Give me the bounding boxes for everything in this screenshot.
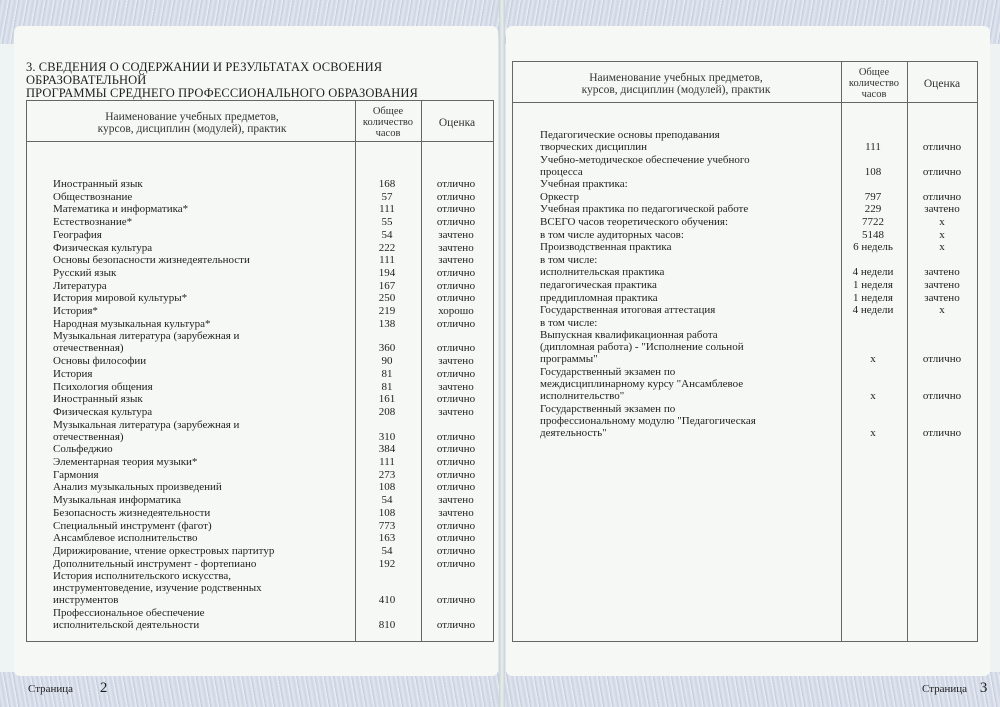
subject-name: Производственная практика — [540, 241, 672, 254]
grade-value: отлично — [436, 532, 476, 545]
subject-name: Психология общения — [53, 380, 153, 393]
hours-value: 4 недели — [852, 266, 894, 279]
table-row — [540, 403, 978, 439]
table-row — [540, 254, 978, 266]
table-row — [540, 366, 978, 402]
table-row — [53, 229, 492, 241]
grade-value: зачтено — [438, 228, 474, 241]
grade-value: отлично — [436, 544, 476, 557]
grade-value: отлично — [436, 190, 476, 203]
table-row — [540, 304, 978, 316]
grade-value: отлично — [436, 203, 476, 216]
table-row — [540, 279, 978, 291]
table-row — [53, 381, 492, 393]
subject-name: Специальный инструмент (фагот) — [53, 519, 212, 532]
table-row — [540, 292, 978, 304]
hours-value: 222 — [378, 241, 396, 254]
table-row — [540, 241, 978, 253]
subject-name: Ансамблевое исполнительство — [53, 532, 198, 545]
hours-value: 310 — [378, 430, 396, 443]
subject-name: Учебная практика по педагогической работе — [540, 203, 749, 216]
table-row — [540, 329, 978, 365]
section-title — [26, 61, 496, 100]
grade-value: x — [939, 304, 945, 317]
table-row — [53, 532, 492, 544]
hours-value: 54 — [381, 228, 393, 241]
table-row — [53, 191, 492, 203]
grade-value: отлично — [922, 190, 962, 203]
hours-value: 108 — [378, 481, 396, 494]
table-row — [540, 229, 978, 241]
table-row — [53, 203, 492, 215]
section-title-line-2: ПРОГРАММЫ СРЕДНЕГО ПРОФЕССИОНАЛЬНОГО ОБРАЗОВАНИЯ — [26, 86, 418, 100]
grade-value: зачтено — [924, 203, 960, 216]
hours-value: 54 — [381, 544, 393, 557]
table-row — [540, 266, 978, 278]
grade-value: зачтено — [438, 494, 474, 507]
grade-value: зачтено — [438, 241, 474, 254]
footer-left — [28, 680, 107, 697]
hours-value: 5148 — [862, 228, 884, 241]
hours-value: x — [870, 426, 876, 439]
hours-value: 54 — [381, 494, 393, 507]
grade-value: отлично — [436, 178, 476, 190]
grade-value: отлично — [922, 141, 962, 153]
hours-value: 773 — [378, 519, 396, 532]
hours-value: 111 — [865, 141, 881, 153]
hours-value: 138 — [378, 317, 396, 330]
grade-value: отлично — [436, 292, 476, 305]
table-row — [540, 191, 978, 203]
hours-value: 108 — [864, 165, 882, 178]
grade-value: отлично — [436, 619, 476, 631]
subject-name: Народная музыкальная культура* — [53, 317, 211, 330]
table-row — [53, 305, 492, 317]
table-row — [53, 355, 492, 367]
hours-value: 108 — [378, 506, 396, 519]
hours-value: 192 — [378, 557, 396, 570]
subject-name: Учебная практика: — [540, 178, 628, 191]
table-row — [53, 406, 492, 418]
subject-name: Оркестр — [540, 190, 579, 203]
subject-name: Гармония — [53, 468, 99, 481]
grade-value: зачтено — [924, 291, 960, 304]
subject-name: История исполнительского искусства, инструментоведение, изучение родственных инструментов — [53, 570, 262, 607]
subject-name: Музыкальная литература (зарубежная и отечественная) — [53, 418, 240, 443]
subject-name: Физическая культура — [53, 405, 153, 418]
grade-value: x — [939, 241, 945, 254]
grade-value: отлично — [436, 430, 476, 443]
hours-value: 360 — [378, 342, 396, 355]
table-row — [53, 545, 492, 557]
hours-value: 384 — [378, 443, 396, 456]
page-label: Страница — [922, 683, 968, 695]
header-divider — [27, 141, 493, 142]
grade-value: зачтено — [438, 355, 474, 368]
subject-name: Иностранный язык — [53, 178, 143, 190]
table-row — [53, 254, 492, 266]
hours-value: 273 — [378, 468, 396, 481]
header-grade: Оценка — [923, 78, 961, 90]
hours-value: 797 — [864, 190, 882, 203]
hours-value: 81 — [381, 367, 393, 380]
grade-value: отлично — [922, 353, 962, 366]
subject-name: Обществознание — [53, 190, 133, 203]
subject-name: Безопасность жизнедеятельности — [53, 506, 211, 519]
header-subject: Наименование учебных предметов, курсов, дисциплин (модулей), практик — [581, 72, 771, 96]
table-row — [53, 318, 492, 330]
table-row — [53, 267, 492, 279]
hours-value: 7722 — [862, 216, 884, 228]
grade-value: отлично — [436, 367, 476, 380]
hours-value: 229 — [864, 203, 882, 216]
subject-name: Государственный экзамен по профессиональному модулю "Педагогическая деятельность" — [540, 402, 756, 439]
hours-value: 219 — [378, 305, 396, 317]
grade-value: отлично — [922, 165, 962, 178]
subject-name: Выпускная квалификационная работа (дипломная работа) - "Исполнение сольной программы" — [540, 329, 744, 366]
subject-name: Элементарная теория музыки* — [53, 456, 198, 468]
grade-value: отлично — [436, 481, 476, 494]
table-row — [53, 216, 492, 228]
grade-value: отлично — [436, 393, 476, 406]
grade-value: зачтено — [438, 506, 474, 519]
subject-name: Дополнительный инструмент - фортепиано — [53, 557, 257, 570]
hours-value: x — [870, 390, 876, 402]
subject-name: Профессиональное обеспечение исполнительской деятельности — [53, 607, 205, 631]
hours-value: 208 — [378, 405, 396, 418]
hours-value: x — [870, 353, 876, 366]
hours-value: 410 — [378, 594, 396, 607]
header-hours: Общее количество часов — [848, 67, 900, 100]
hours-value: 6 недель — [853, 241, 893, 254]
hours-value: 1 неделя — [853, 291, 893, 304]
grade-value: отлично — [436, 594, 476, 607]
grade-value: отлично — [436, 456, 476, 468]
hours-value: 163 — [378, 532, 396, 545]
table-row — [540, 203, 978, 215]
table-row — [53, 456, 492, 468]
subject-name: Физическая культура — [53, 241, 153, 254]
footer-right — [922, 680, 987, 697]
table-row — [53, 507, 492, 519]
grade-value: хорошо — [438, 305, 474, 317]
grade-value: отлично — [922, 390, 962, 402]
subject-name: Музыкальная информатика — [53, 494, 181, 507]
subject-name: преддипломная практика — [540, 291, 658, 304]
subject-name: Основы философии — [53, 355, 147, 368]
subject-name: Государственный экзамен по междисциплинарному курсу "Ансамблевое исполнительство" — [540, 366, 744, 402]
table-row — [53, 330, 492, 354]
hours-value: 111 — [379, 254, 395, 267]
subject-name: в том числе аудиторных часов: — [540, 228, 684, 241]
subject-name: в том числе: — [540, 316, 598, 329]
subject-name: Анализ музыкальных произведений — [53, 481, 222, 494]
header-hours: Общее количество часов — [362, 106, 414, 139]
table-row — [53, 393, 492, 405]
grade-value: отлично — [436, 342, 476, 355]
subject-name: педагогическая практика — [540, 279, 657, 291]
subject-name: Естествознание* — [53, 216, 133, 229]
subject-name: История мировой культуры* — [53, 292, 188, 305]
table-row — [53, 558, 492, 570]
subject-name: Математика и информатика* — [53, 203, 189, 216]
page-number: 3 — [979, 680, 988, 696]
table-row — [53, 481, 492, 493]
hours-value: 167 — [378, 279, 396, 292]
subject-name: История* — [53, 305, 98, 317]
subject-name: Русский язык — [53, 266, 117, 279]
grade-value: отлично — [436, 519, 476, 532]
table-row — [53, 178, 492, 190]
page-number: 2 — [99, 680, 108, 696]
table-row — [540, 216, 978, 228]
table-row — [53, 242, 492, 254]
subject-name: География — [53, 228, 102, 241]
table-row — [53, 419, 492, 443]
subject-name: ВСЕГО часов теоретического обучения: — [540, 216, 729, 228]
hours-value: 111 — [379, 203, 395, 216]
page-label: Страница — [28, 683, 74, 695]
hours-value: 4 недели — [852, 304, 894, 317]
grade-value: отлично — [922, 426, 962, 439]
table-row — [53, 520, 492, 532]
grade-value: зачтено — [924, 279, 960, 291]
table-row — [53, 292, 492, 304]
subject-name: История — [53, 367, 93, 380]
page-spine — [499, 0, 505, 707]
hours-value: 55 — [381, 216, 393, 229]
table-row — [53, 280, 492, 292]
hours-value: 194 — [378, 266, 396, 279]
hours-value: 90 — [381, 355, 393, 368]
table-row — [540, 178, 978, 190]
grade-value: отлично — [436, 317, 476, 330]
hours-value: 810 — [378, 619, 396, 631]
subject-name: Государственная итоговая аттестация — [540, 304, 716, 317]
grade-value: зачтено — [924, 266, 960, 279]
table-row — [53, 570, 492, 606]
hours-value: 111 — [379, 456, 395, 468]
grade-value: x — [939, 216, 945, 228]
hours-value: 250 — [378, 292, 396, 305]
grade-value: отлично — [436, 279, 476, 292]
grade-value: зачтено — [438, 405, 474, 418]
section-title-line-1: 3. СВЕДЕНИЯ О СОДЕРЖАНИИ И РЕЗУЛЬТАТАХ ОСВОЕНИЯ ОБРАЗОВАТЕЛЬНОЙ — [26, 60, 383, 87]
table-row — [53, 443, 492, 455]
table-row — [53, 494, 492, 506]
grade-value: отлично — [436, 266, 476, 279]
grade-value: отлично — [436, 468, 476, 481]
table-row — [53, 607, 492, 631]
subject-name: Педагогические основы преподавания творческих дисциплин — [540, 129, 720, 153]
subject-name: Учебно-методическое обеспечение учебного процесса — [540, 153, 750, 178]
table-row — [53, 469, 492, 481]
grade-value: зачтено — [438, 380, 474, 393]
subject-name: в том числе: — [540, 253, 598, 266]
subject-name: Иностранный язык — [53, 393, 143, 406]
header-divider — [513, 102, 977, 103]
subject-name: Сольфеджио — [53, 443, 113, 456]
table-row — [540, 317, 978, 329]
grade-value: отлично — [436, 557, 476, 570]
subject-name: Музыкальная литература (зарубежная и отечественная) — [53, 330, 240, 355]
hours-value: 1 неделя — [853, 279, 893, 291]
subject-name: исполнительская практика — [540, 266, 665, 279]
grade-value: x — [939, 228, 945, 241]
hours-value: 57 — [381, 190, 393, 203]
hours-value: 161 — [378, 393, 396, 406]
grade-value: отлично — [436, 216, 476, 229]
subject-name: Основы безопасности жизнедеятельности — [53, 254, 250, 267]
header-subject: Наименование учебных предметов, курсов, дисциплин (модулей), практик — [97, 111, 287, 135]
subject-name: Дирижирование, чтение оркестровых партитур — [53, 544, 275, 557]
table-row — [53, 368, 492, 380]
table-row — [540, 154, 978, 178]
table-row — [540, 129, 978, 153]
hours-value: 81 — [381, 380, 393, 393]
header-grade: Оценка — [438, 117, 476, 129]
grade-value: отлично — [436, 443, 476, 456]
subject-name: Литература — [53, 279, 107, 292]
hours-value: 168 — [378, 178, 396, 190]
grade-value: зачтено — [438, 254, 474, 267]
